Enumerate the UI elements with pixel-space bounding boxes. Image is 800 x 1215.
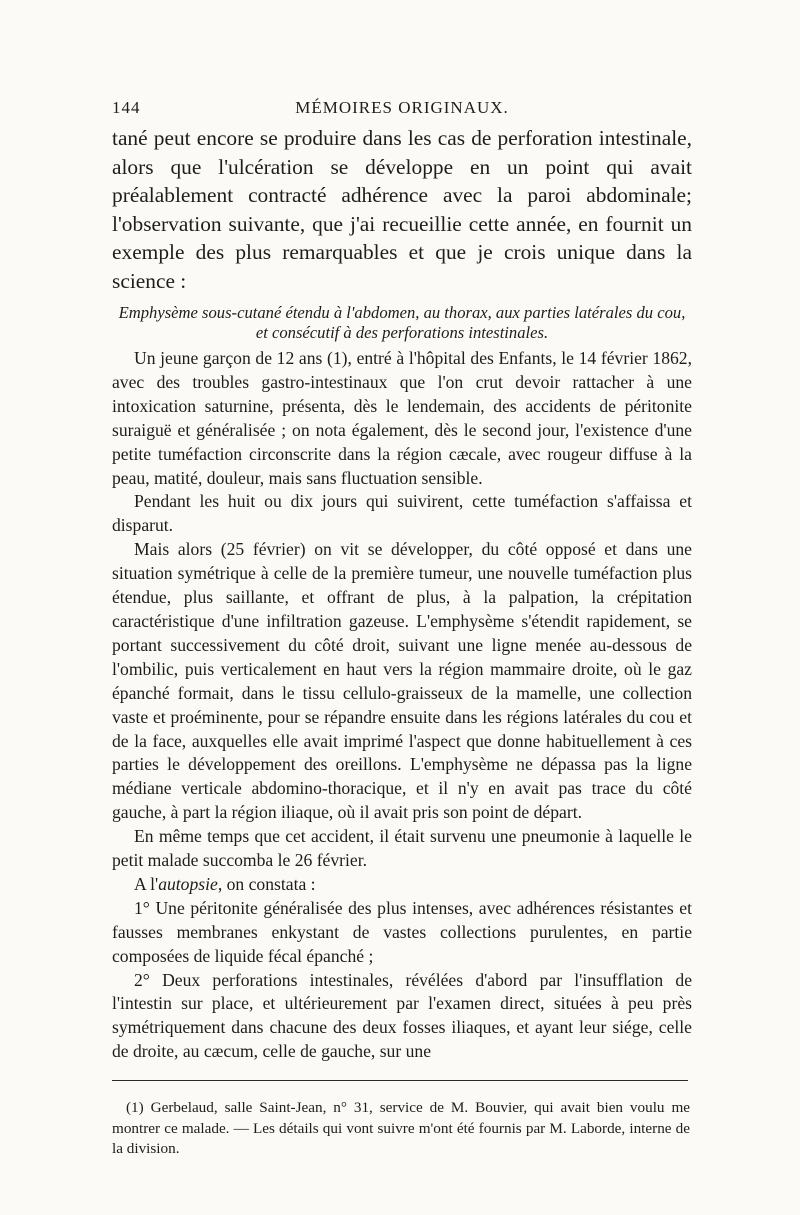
page-header bbox=[112, 98, 692, 124]
autopsy-suffix: , on constata : bbox=[217, 873, 316, 894]
paragraph-6: 1° Une péritonite généralisée des plus intenses, avec adhérences résistantes et fausses membranes enkystant de vastes collections purulentes, en partie composées de liquide fécal épanché ; bbox=[112, 897, 692, 966]
page-number: 144 bbox=[112, 98, 141, 117]
main-text bbox=[112, 124, 692, 1064]
intro-paragraph: tané peut encore se produire dans les cas de perforation intestinale, alors que l'ulcération se développe en un point qui avait préalablement contracté adhérence avec la paroi abdominale; l'observation suivante, que j'ai recueillie cette année, en fournit un exemple des plus remarquables et que je crois unique dans la science : bbox=[112, 126, 692, 293]
paragraph-3: Mais alors (25 février) on vit se développer, du côté opposé et dans une situation symétrique à celle de la première tumeur, une nouvelle tuméfaction plus étendue, plus saillante, et offrant de plus, à la palpation, la crépitation caractéristique d'une infiltration gazeuse. L'emphysème s'étendit rapidement, se portant successivement du côté droit, suivant une ligne menée au-dessous de l'ombilic, puis verticalement en haut vers la région mammaire droite, où le gaz épanché formait, dans le tissu cellulo-graisseux de la mamelle, une collection vaste et proéminente, pour se répandre ensuite dans les régions latérales du cou et de la face, auxquelles elle avait imprimé l'aspect que donne habituellement à ces parties le développement des oreillons. L'emphysème ne dépassa pas la ligne médiane verticale abdomino-thoracique, et il n'y en avait pas trace du côté gauche, à part la région iliaque, où il avait pris son point de départ. bbox=[112, 539, 692, 823]
footnote-rule bbox=[112, 1080, 688, 1081]
footnote: (1) Gerbelaud, salle Saint-Jean, n° 31, service de M. Bouvier, qui avait bien voulu me montrer ce malade. — Les détails qui vont suivre m'ont été fournis par M. Laborde, interne de la division. bbox=[112, 1099, 690, 1157]
running-title: MÉMOIRES ORIGINAUX. bbox=[295, 98, 509, 117]
paragraph-5 bbox=[112, 873, 692, 897]
autopsy-italic: autopsie bbox=[158, 873, 218, 894]
paragraph-1: Un jeune garçon de 12 ans (1), entré à l'hôpital des Enfants, le 14 février 1862, avec des troubles gastro-intestinaux que l'on crut devoir rattacher à une intoxication saturnine, présenta, dès le lendemain, des accidents de péritonite suraiguë et généralisée ; on nota également, dès le second jour, l'existence d'une petite tuméfaction circonscrite dans la région cæcale, avec rougeur diffuse à la peau, matité, douleur, mais sans fluctuation sensible. bbox=[112, 348, 692, 488]
paragraph-2: Pendant les huit ou dix jours qui suivirent, cette tuméfaction s'affaissa et disparut. bbox=[112, 491, 692, 536]
case-title: Emphysème sous-cutané étendu à l'abdomen, au thorax, aux parties latérales du cou, et consécutif à des perforations intestinales. bbox=[118, 303, 686, 342]
autopsy-prefix: A l' bbox=[134, 873, 159, 894]
paragraph-4: En même temps que cet accident, il était survenu une pneumonie à laquelle le petit malade succomba le 26 février. bbox=[112, 826, 692, 871]
paragraph-7: 2° Deux perforations intestinales, révélées d'abord par l'insufflation de l'intestin sur place, et ultérieurement par l'examen direct, situées à peu près symétriquement dans chacune des deux fosses iliaques, et ayant leur siége, celle de droite, au cæcum, celle de gauche, sur une bbox=[112, 969, 692, 1062]
